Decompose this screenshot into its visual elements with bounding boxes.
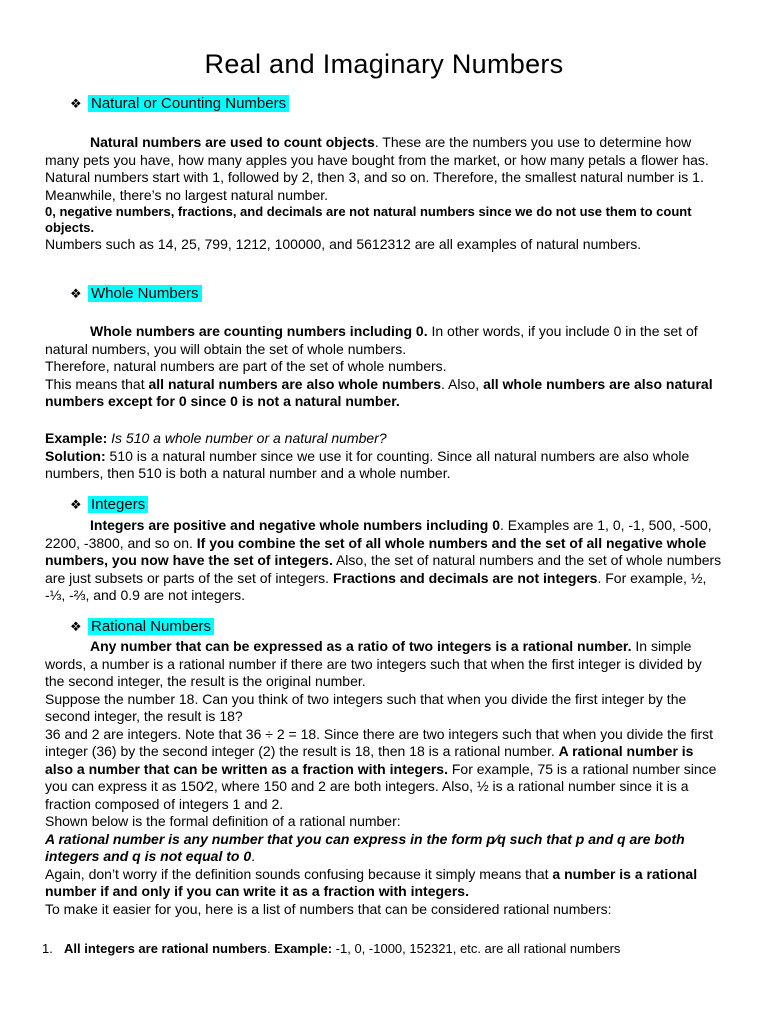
list-number: 1. (42, 941, 53, 956)
paragraph: Shown below is the formal definition of a rational number: (45, 813, 401, 829)
paragraph: Any number that can be expressed as a ratio of two integers is a rational number. In simple words, a number is a rational number if there are two integers such that when the first integer is divided by the second integer, the result is the original number. (45, 638, 702, 689)
paragraph: This means that all natural numbers are also whole numbers. Also, all whole numbers are also natural numbers except for 0 since 0 is not a natural number. (45, 375, 713, 409)
section-heading-natural (70, 94, 289, 114)
diamond-bullet-icon: ❖ (70, 286, 82, 301)
example-solution: Solution: 510 is a natural number since we use it for counting. Since all natural numbers are also whole numbers, then 510 is both a natural number and a whole number. (45, 447, 690, 481)
paragraph: Again, don’t worry if the definition sounds confusing because it simply means that a number is a rational number if and only if you can write it as a fraction with integers. (45, 865, 698, 899)
section-heading-label: Integers (88, 496, 148, 513)
paragraph: Whole numbers are counting numbers including 0. In other words, if you include 0 in the set of natural numbers, you will obtain the set of whole numbers. (45, 323, 698, 357)
paragraph: Natural numbers are used to count objects. These are the numbers you use to determine how many pets you have, how many apples you have bought from the market, or how many petals a flower has. (45, 134, 709, 168)
paragraph-bold: 0, negative numbers, fractions, and decimals are not natural numbers since we do not use them to count objects. (45, 204, 692, 235)
section-body-natural (45, 134, 725, 254)
diamond-bullet-icon: ❖ (70, 497, 82, 512)
section-body-whole (45, 323, 725, 411)
paragraph: To make it easier for you, here is a list of numbers that can be considered rational numbers: (45, 900, 612, 917)
section-heading-whole (70, 284, 202, 304)
diamond-bullet-icon: ❖ (70, 619, 82, 634)
example-question: Example: Is 510 a whole number or a natural number? (45, 430, 387, 446)
example-block (45, 430, 725, 483)
emphasis: Natural numbers are used to count objects (90, 134, 375, 150)
list-item: 1. All integers are rational numbers. Example: -1, 0, -1000, 152321, etc. are all rational numbers (42, 941, 621, 956)
paragraph: Numbers such as 14, 25, 799, 1212, 100000, and 5612312 are all examples of natural numbers. (45, 236, 642, 252)
paragraph: Natural numbers start with 1, followed by 2, then 3, and so on. Therefore, the smallest natural number is 1. Meanwhile, there’s no largest natural number. (45, 169, 704, 203)
paragraph: Therefore, natural numbers are part of the set of whole numbers. (45, 358, 447, 374)
section-heading-label: Natural or Counting Numbers (88, 95, 289, 112)
section-heading-integers (70, 495, 148, 515)
paragraph: Integers are positive and negative whole numbers including 0. Examples are 1, 0, -1, 500, -500, 2200, -3800, and so on. If you combine the set of all whole numbers and the set of all negative whole numbers, you now have the set of integers. Also, the set of natural numbers and the set of whole numbers are just subsets or parts of the set of integers. Fractions and decimals are not integers. For example, ½, -⅓, -⅔, and 0.9 are not integers. (45, 517, 722, 603)
page-title: Real and Imaginary Numbers (204, 49, 564, 79)
section-heading-label: Whole Numbers (88, 285, 202, 302)
section-heading-label: Rational Numbers (88, 618, 214, 635)
paragraph: Suppose the number 18. Can you think of two integers such that when you divide the first integer by the second integer, the result is 18? (45, 690, 687, 724)
definition: A rational number is any number that you can express in the form p⁄q such that p and q are both integers and q is not equal to 0. (45, 830, 685, 864)
diamond-bullet-icon: ❖ (70, 96, 82, 111)
section-body-integers (45, 517, 725, 605)
section-heading-rational (70, 617, 214, 637)
paragraph: 36 and 2 are integers. Note that 36 ÷ 2 = 18. Since there are two integers such that when you divide the first integer (36) by the second integer (2) the result is 18, then 18 is a rational number. A rational number is also a number that can be written as a fraction with integers. For example, 75 is a rational number since you can express it as 150⁄2, where 150 and 2 are both integers. Also, ½ is a rational number since it is a fraction composed of integers 1 and 2. (45, 725, 717, 812)
section-body-rational (45, 638, 725, 918)
